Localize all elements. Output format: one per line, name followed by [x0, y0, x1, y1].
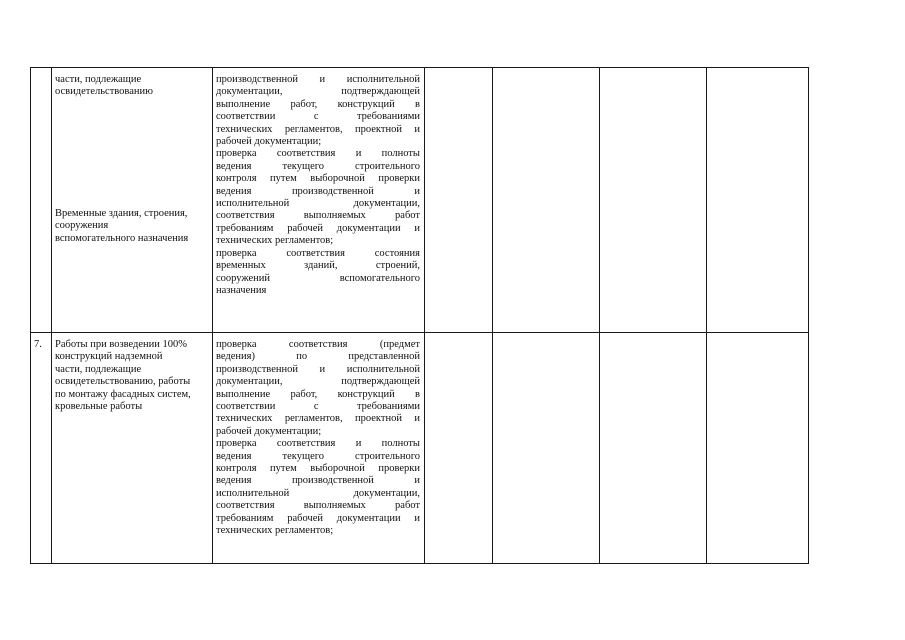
inspection-line: сооружений вспомогательного	[216, 272, 420, 284]
inspection-line: соответствии с требованиями	[216, 401, 420, 413]
inspection-line: технических регламентов, проектной и	[216, 123, 420, 135]
work-subject-line: конструкций надземной	[55, 351, 163, 363]
inspection-line: проверка соответствия (предмет	[216, 339, 420, 350]
inspection-line: технических регламентов;	[216, 235, 334, 247]
inspection-line: ведения) по представленной	[216, 351, 420, 363]
work-subject-line: вспомогательного назначения	[55, 232, 189, 244]
work-subject-line: части, подлежащие	[55, 74, 142, 85]
inspection-line: технических регламентов, проектной и	[216, 413, 420, 425]
inspection-line: ведения текущего строительного	[216, 160, 420, 172]
inspection-line: исполнительной документации,	[216, 487, 420, 499]
work-subject-block	[55, 74, 208, 99]
row-number-cell	[31, 333, 52, 564]
inspection-line: проверка соответствия и полноты	[216, 438, 420, 450]
inspection-line: выполнение работ, конструкций в	[216, 98, 420, 110]
inspection-line: документации, подтверждающей	[216, 376, 420, 388]
inspection-line: ведения производственной и	[216, 475, 420, 487]
inspection-line: производственной и исполнительной	[216, 74, 420, 85]
row-number-cell	[31, 68, 52, 333]
inspection-line: технических регламентов;	[216, 525, 334, 537]
inspection-line: рабочей документации;	[216, 136, 322, 148]
inspection-line: требованиям рабочей документации и	[216, 222, 420, 234]
inspection-line: рабочей документации;	[216, 425, 322, 437]
work-subject-block	[55, 208, 208, 245]
inspection-content-cell	[213, 333, 425, 564]
table-row	[31, 333, 809, 564]
inspection-line: требованиям рабочей документации и	[216, 512, 420, 524]
work-subject-line: кровельные работы	[55, 401, 143, 413]
empty-cell	[493, 333, 600, 564]
inspection-line: выполнение работ, конструкций в	[216, 388, 420, 400]
empty-cell	[425, 68, 493, 333]
work-subject-line: Временные здания, строения,	[55, 207, 188, 219]
inspection-line: проверка соответствия и полноты	[216, 148, 420, 160]
work-subject-line: части, подлежащие	[55, 363, 142, 375]
work-subject-line: сооружения	[55, 220, 109, 232]
empty-cell	[707, 333, 809, 564]
table-row	[31, 68, 809, 333]
inspection-line: ведения текущего строительного	[216, 450, 420, 462]
empty-cell	[600, 333, 707, 564]
inspection-content-cell	[213, 68, 425, 333]
empty-cell	[600, 68, 707, 333]
row-number: 7.	[34, 339, 42, 350]
inspection-line: ведения производственной и	[216, 185, 420, 197]
work-subject-cell	[52, 68, 213, 333]
inspection-line: контроля путем выборочной проверки	[216, 173, 420, 185]
empty-cell	[493, 68, 600, 333]
empty-cell	[707, 68, 809, 333]
work-subject-line: по монтажу фасадных систем,	[55, 388, 191, 400]
inspection-line: контроля путем выборочной проверки	[216, 463, 420, 475]
inspection-line: документации, подтверждающей	[216, 86, 420, 98]
work-subject-line: освидетельствованию	[55, 86, 153, 98]
work-subject-line: Работы при возведении 100%	[55, 339, 188, 350]
inspection-table	[30, 67, 809, 564]
empty-cell	[425, 333, 493, 564]
inspection-line: соответствия выполняемых работ	[216, 210, 420, 222]
inspection-line: временных зданий, строений,	[216, 260, 420, 272]
inspection-line: производственной и исполнительной	[216, 363, 420, 375]
inspection-line: назначения	[216, 284, 267, 296]
inspection-line: исполнительной документации,	[216, 198, 420, 210]
work-subject-cell	[52, 333, 213, 564]
work-subject-line: освидетельствованию, работы	[55, 376, 191, 388]
inspection-line: соответствия выполняемых работ	[216, 500, 420, 512]
inspection-line: соответствии с требованиями	[216, 111, 420, 123]
inspection-line: проверка соответствия состояния	[216, 247, 420, 259]
